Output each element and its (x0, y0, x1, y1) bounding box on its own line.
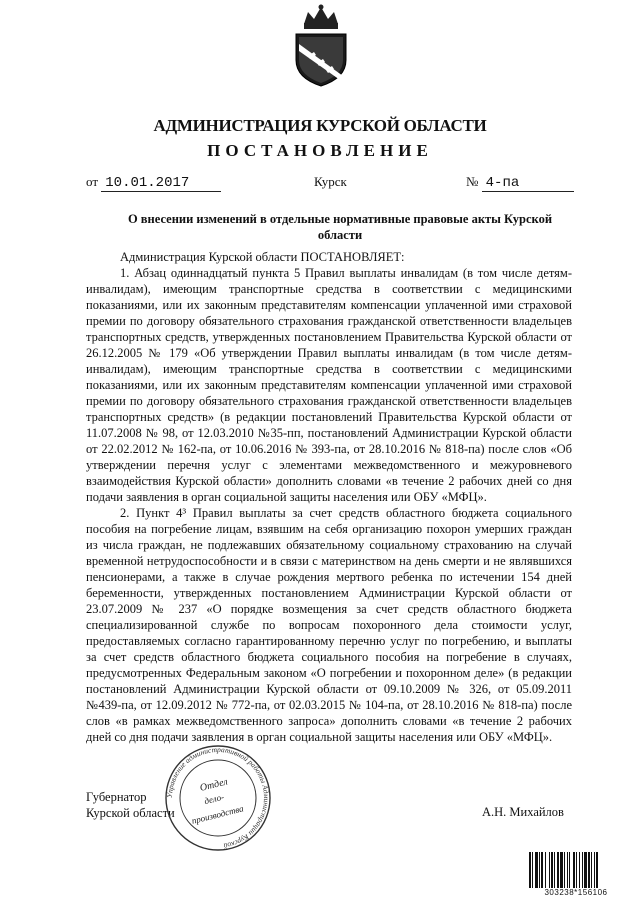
stamp-line-2: дело- (203, 791, 226, 807)
item-2-paragraph: 2. Пункт 4³ Правил выплаты за счет средств областного бюджета социального пособия на погребение лицам, взявшим на себя организацию похорон умерших граждан из числа граждан, не подлежавших обязательному социальному страхованию на случай временной нетрудоспособности и в связи с материнством на день смерти и не являвшихся пенсионерами, а также в случае рождения мертвого ребенка по истечении 154 дней беременности, утвержденных постановлением Администрации Курской области от 23.07.2009 № 237 «О порядке возмещения за счет средств областного бюджета специализированной службе по вопросам похоронного дела стоимости услуг, предоставляемых согласно гарантированному перечню услуг по погребению, и выплаты за счет средств областного бюджета социального пособия на погребение в случаях, предусмотренных Федеральным законом «О погребении и похоронном деле» (в редакции постановлений Администрации Курской области от 09.10.2009 № 326, от 05.09.2011 №439-па, от 12.09.2012 № 772-па, от 02.03.2015 № 104-па, от 28.10.2016 № 818-па) после слов «в рамках межведомственного запроса» дополнить словами «в течение 2 рабочих дней со дня подачи заявления в орган социальной защиты населения или ОБУ «МФЦ». (86, 506, 572, 744)
number-field (466, 174, 574, 192)
coat-of-arms-icon (290, 4, 352, 88)
intro-paragraph: Администрация Курской области ПОСТАНОВЛЯЕТ: (120, 250, 405, 264)
barcode-bars (528, 852, 624, 888)
document-type: ПОСТАНОВЛЕНИЕ (207, 141, 433, 160)
barcode-number: 303238*156106 (528, 888, 624, 897)
date-field (86, 174, 221, 192)
signatory-title-line2: Курской области (86, 806, 175, 820)
stamp-line-1: Отдел (198, 776, 229, 794)
stamp-line-3: производства (190, 803, 245, 826)
date-value: 10.01.2017 (101, 175, 221, 192)
number-prefix: № (466, 174, 479, 189)
signatory-title-line1: Губернатор (86, 790, 147, 804)
barcode (528, 852, 624, 896)
item-1-paragraph: 1. Абзац одиннадцатый пункта 5 Правил выплаты инвалидам (в том числе детям-инвалидам), имеющим транспортные средства в соответствии с медицинскими показаниями, или их законным представителям компенсации уплаченной ими страховой премии по договору обязательного страхования гражданской ответственности владельцев транспортных средств, утвержденных постановлением Правительства Курской области от 26.12.2005 № 179 «Об утверждении Правил выплаты инвалидам (в том числе детям-инвалидам), имеющим транспортные средства в соответствии с медицинскими показаниями, или их законным представителям компенсации уплаченной ими страховой премии по договору обязательного страхования гражданской ответственности владельцев транспортных средств» (в редакции постановлений Правительства Курской области от 11.07.2008 № 98, от 12.03.2010 №35-пп, постановлений Администрации Курской области от 22.02.2012 № 162-па, от 10.06.2016 № 393-па, от 28.10.2016 № 818-па) после слов «Об утверждении перечня услуг с элементами межведомственного и межуровневого взаимодействия Курской области» дополнить словами «в течение 2 рабочих дней со дня подачи заявления в орган социальной защиты населения или ОБУ «МФЦ». (86, 266, 572, 504)
number-value: 4-па (482, 175, 574, 192)
city: Курск (314, 174, 347, 189)
date-prefix: от (86, 174, 99, 189)
signatory-name: А.Н. Михайлов (482, 805, 564, 819)
organization-name: АДМИНИСТРАЦИЯ КУРСКОЙ ОБЛАСТИ (153, 116, 487, 135)
stamp-ring-text: Управление административной работы Администрации Курской (164, 745, 272, 851)
document-subject: О внесении изменений в отдельные нормативные правовые акты Курской области (127, 212, 553, 242)
office-stamp (157, 745, 279, 851)
document-body (86, 249, 572, 745)
